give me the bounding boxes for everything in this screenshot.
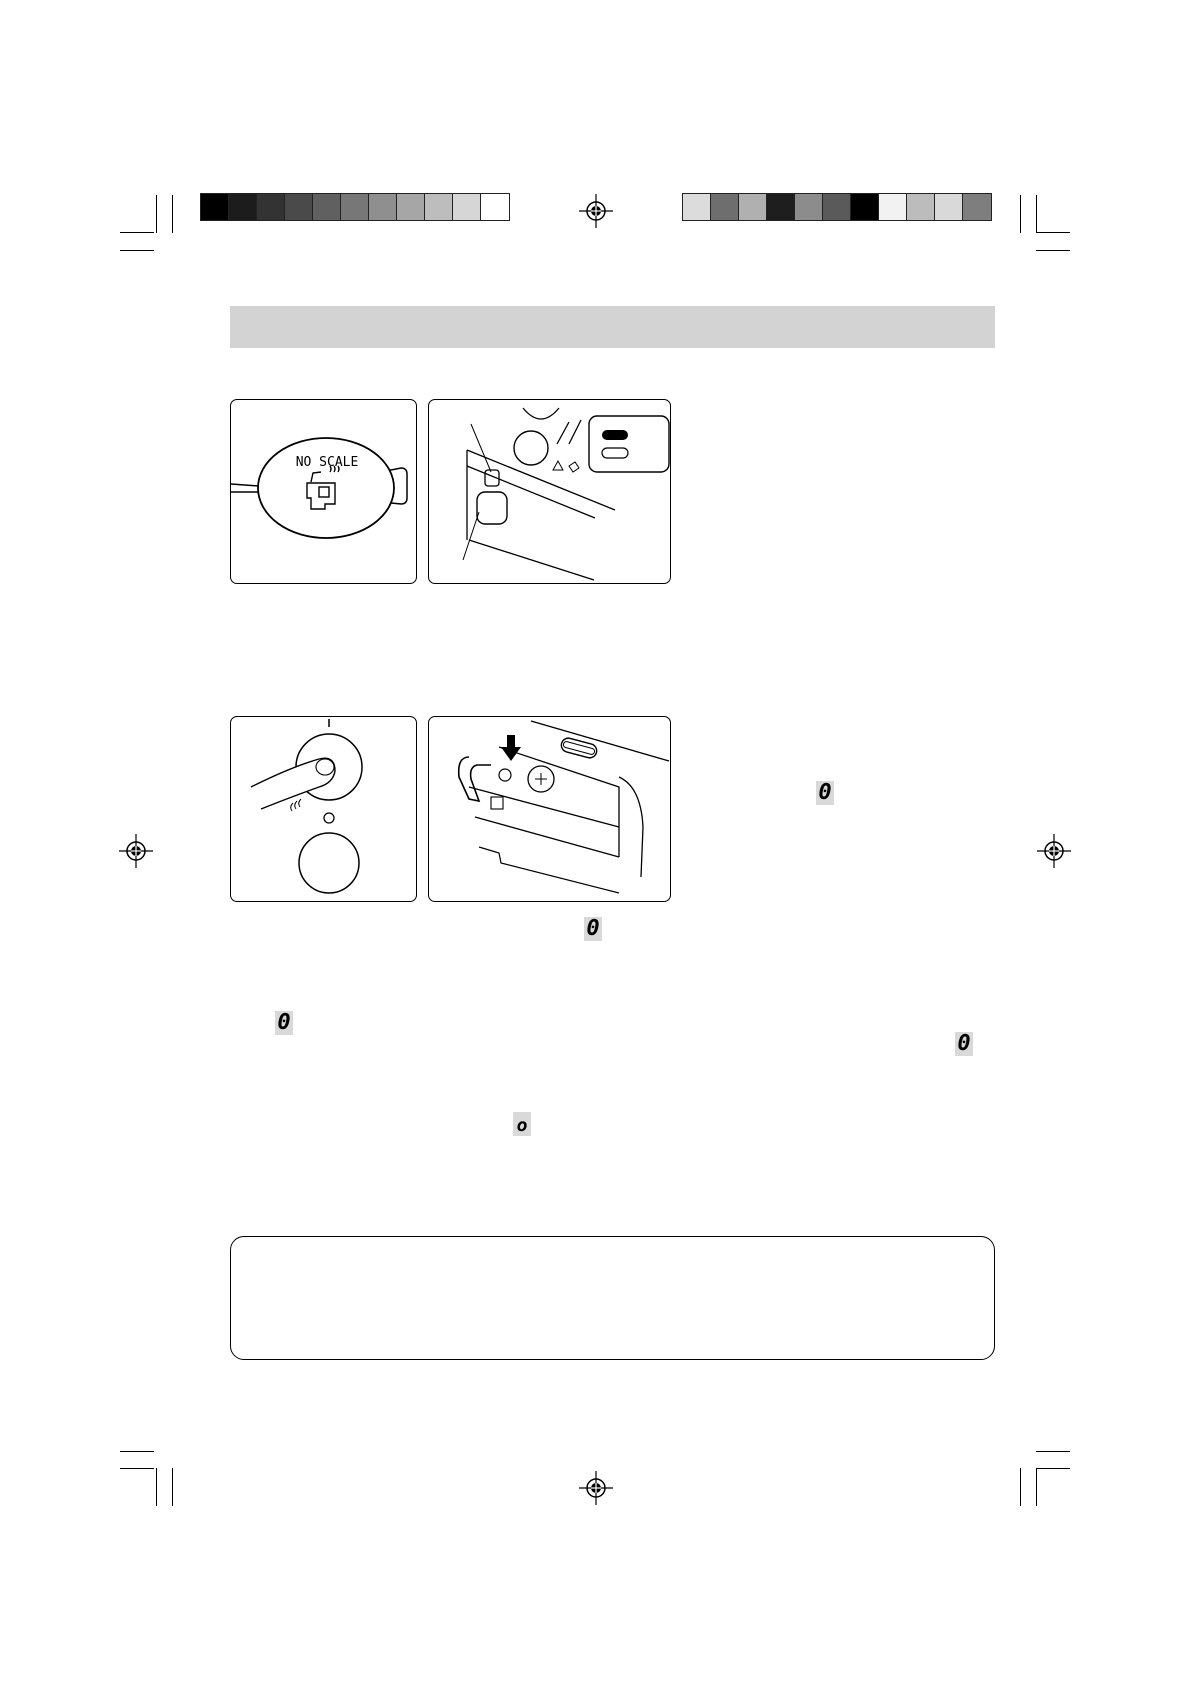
color-swatch <box>739 194 767 220</box>
section-header-bar <box>230 306 995 348</box>
color-bar-left <box>200 193 510 221</box>
registration-mark-top <box>579 194 613 228</box>
registration-mark-right <box>1037 834 1071 868</box>
display-small-o-glyph: o <box>513 1112 531 1136</box>
color-swatch <box>879 194 907 220</box>
color-swatch <box>481 194 509 220</box>
color-swatch <box>257 194 285 220</box>
display-zero-glyph: 0 <box>275 1011 293 1035</box>
color-swatch <box>341 194 369 220</box>
color-swatch <box>711 194 739 220</box>
no-scale-label: NO SCALE <box>295 455 359 470</box>
color-swatch <box>683 194 711 220</box>
display-zero-glyph: 0 <box>955 1032 973 1056</box>
color-swatch <box>285 194 313 220</box>
figure-machine-indicators <box>428 399 671 584</box>
figure-button-press <box>230 716 417 902</box>
color-swatch <box>369 194 397 220</box>
color-swatch <box>907 194 935 220</box>
color-swatch <box>823 194 851 220</box>
color-swatch <box>229 194 257 220</box>
display-zero-glyph: 0 <box>584 917 602 941</box>
color-swatch <box>851 194 879 220</box>
registration-mark-left <box>119 834 153 868</box>
color-swatch <box>313 194 341 220</box>
figure-no-scale-indicator <box>230 399 417 584</box>
color-swatch <box>963 194 991 220</box>
notice-box <box>230 1236 995 1360</box>
color-swatch <box>425 194 453 220</box>
figure-machine-top-arrow <box>428 716 671 902</box>
registration-mark-bottom <box>579 1471 613 1505</box>
color-bar-right <box>682 193 992 221</box>
color-swatch <box>397 194 425 220</box>
color-swatch <box>767 194 795 220</box>
color-swatch <box>453 194 481 220</box>
color-swatch <box>935 194 963 220</box>
display-zero-glyph: 0 <box>816 781 834 805</box>
color-swatch <box>795 194 823 220</box>
color-swatch <box>201 194 229 220</box>
